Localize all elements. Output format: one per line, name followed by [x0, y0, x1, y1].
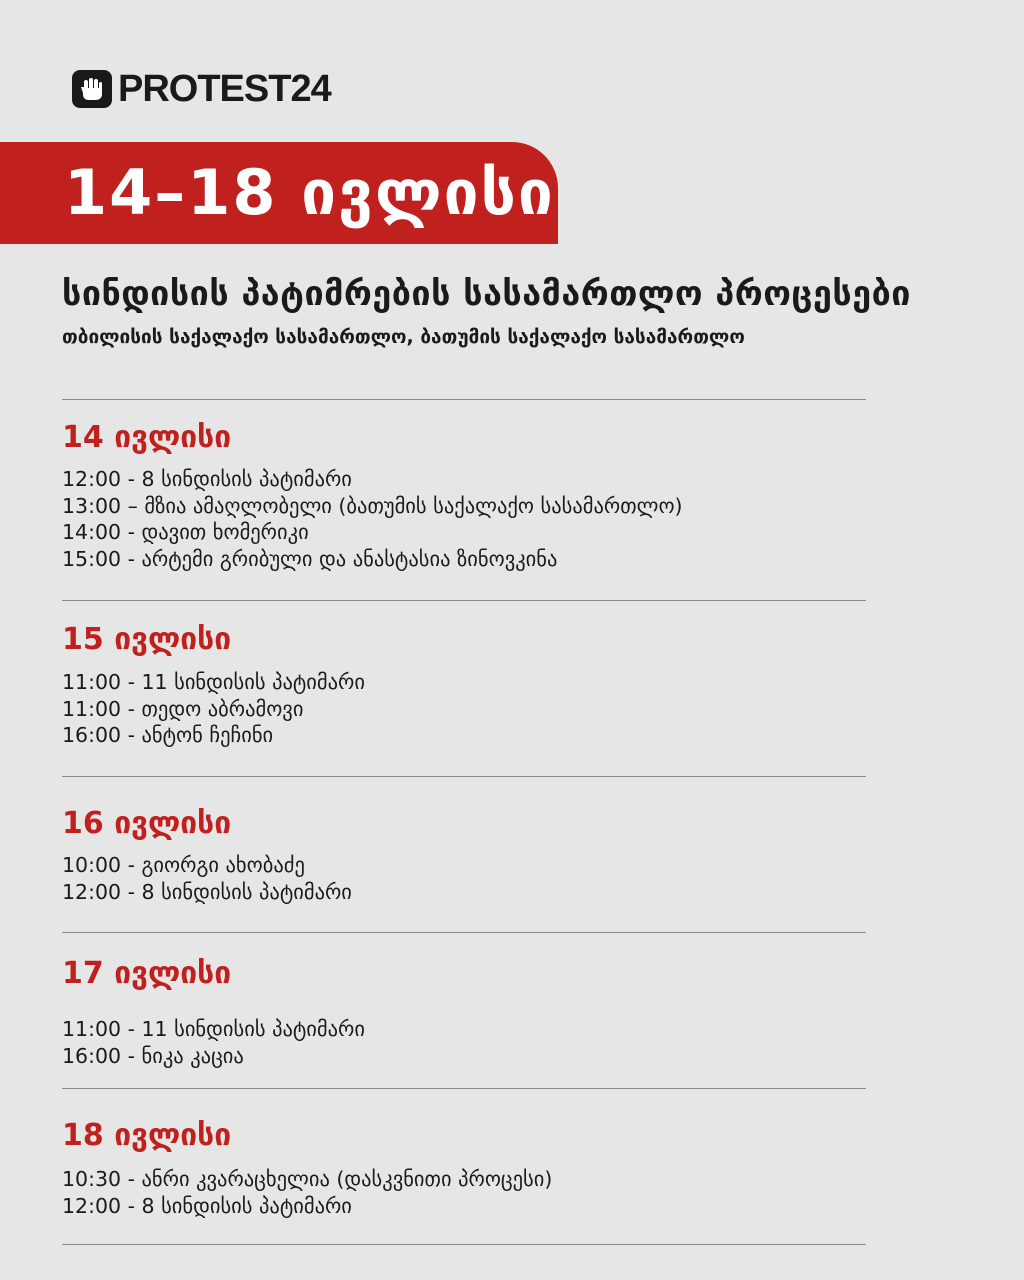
- schedule-list-17: [62, 1016, 365, 1069]
- schedule-entry: 11:00 - თედო აბრამოვი: [62, 696, 304, 721]
- schedule-list-16: [62, 852, 352, 905]
- schedule-entry: 12:00 - 8 სინდისის პატიმარი: [62, 879, 352, 904]
- day-title-14: 14 ივლისი: [62, 420, 232, 455]
- schedule-entry: 14:00 - დავით ხომერიკი: [62, 520, 309, 544]
- page-subtitle: თბილისის საქალაქო სასამართლო, ბათუმის საქალაქო სასამართლო: [62, 326, 745, 348]
- schedule-entry: 11:00 - 11 სინდისის პატიმარი: [62, 670, 365, 694]
- day-title-15: 15 ივლისი: [62, 622, 232, 657]
- schedule-entry: 16:00 - ანტონ ჩეჩინი: [62, 723, 274, 747]
- divider: [62, 776, 866, 777]
- schedule-entry: 12:00 - 8 სინდისის პატიმარი: [62, 467, 352, 491]
- day-title-17: 17 ივლისი: [62, 956, 232, 991]
- day-title-16: 16 ივლისი: [62, 806, 232, 841]
- page-title: სინდისის პატიმრების სასამართლო პროცესები: [62, 274, 911, 314]
- divider: [62, 1088, 866, 1089]
- schedule-entry: 16:00 - ნიკა კაცია: [62, 1043, 244, 1068]
- raised-fist-icon: [72, 70, 112, 108]
- date-banner: [0, 142, 558, 244]
- schedule-entry: 12:00 - 8 სინდისის პატიმარი: [62, 1193, 352, 1218]
- schedule-entry: 10:30 - ანრი კვარაცხელია (დასკვნითი პროცესი): [62, 1167, 553, 1191]
- schedule-list-14: [62, 466, 683, 572]
- schedule-entry: 10:00 - გიორგი ახობაძე: [62, 853, 305, 877]
- schedule-entry: 11:00 - 11 სინდისის პატიმარი: [62, 1017, 365, 1041]
- divider: [62, 932, 866, 933]
- date-range-title: 14–18 ივლისი: [64, 156, 555, 229]
- day-title-18: 18 ივლისი: [62, 1118, 232, 1153]
- divider: [62, 1244, 866, 1245]
- schedule-entry: 15:00 - არტემი გრიბული და ანასტასია ზინოვკინა: [62, 546, 558, 571]
- divider: [62, 600, 866, 601]
- brand-logo: [72, 68, 331, 110]
- schedule-entry: 13:00 – მზია ამაღლობელი (ბათუმის საქალაქო სასამართლო): [62, 493, 683, 518]
- logo-text: PROTEST24: [118, 68, 331, 110]
- schedule-list-15: [62, 669, 365, 749]
- schedule-list-18: [62, 1166, 552, 1219]
- divider: [62, 399, 866, 400]
